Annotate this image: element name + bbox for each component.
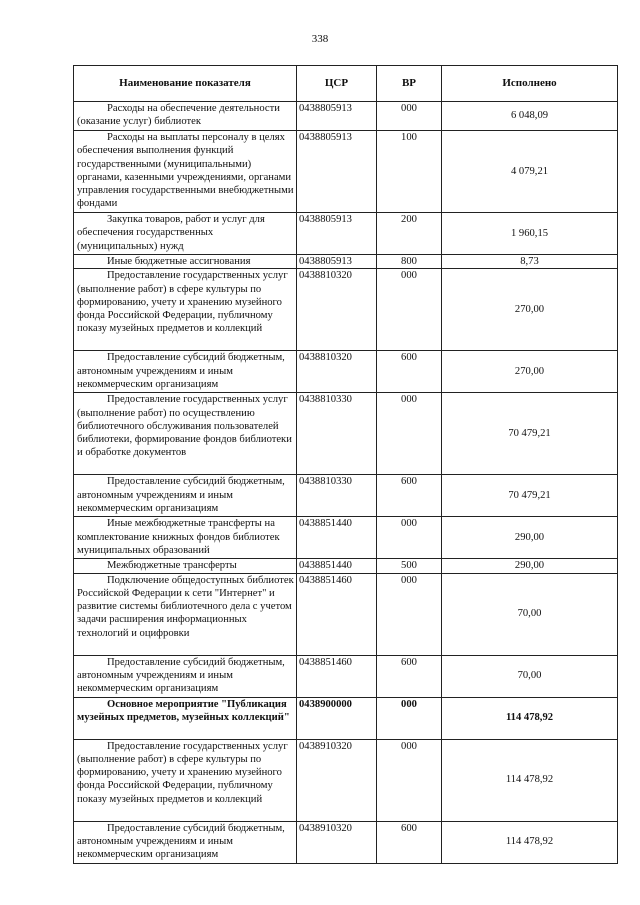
row-name: Основное мероприятие "Публикация музейных предметов, музейных коллекций" — [74, 697, 297, 739]
row-vr: 000 — [377, 393, 442, 475]
row-name: Расходы на выплаты персоналу в целях обеспечения выполнения функций государственными (муниципальными) органами, казенными учреждениями, органами управления государственными внебюджетными фондами — [74, 131, 297, 213]
row-csr: 0438810320 — [297, 351, 377, 393]
table-row — [74, 393, 618, 475]
row-csr: 0438851440 — [297, 517, 377, 559]
row-value: 70,00 — [442, 655, 618, 697]
row-name: Предоставление субсидий бюджетным, автономным учреждениям и иным некоммерческим организациям — [74, 351, 297, 393]
row-csr: 0438810330 — [297, 393, 377, 475]
row-name: Иные межбюджетные трансферты на комплектование книжных фондов библиотек муниципальных образований — [74, 517, 297, 559]
table-row — [74, 213, 618, 255]
row-name: Предоставление субсидий бюджетным, автономным учреждениям и иным некоммерческим организациям — [74, 475, 297, 517]
table-row — [74, 269, 618, 351]
row-value: 70 479,21 — [442, 393, 618, 475]
row-value: 6 048,09 — [442, 102, 618, 131]
row-vr: 800 — [377, 255, 442, 269]
row-vr: 500 — [377, 559, 442, 573]
row-name: Предоставление государственных услуг (выполнение работ) по осуществлению библиотечного обслуживания пользователей библиотеки, формирование фондов библиотеки и обработке документов — [74, 393, 297, 475]
row-csr: 0438805913 — [297, 213, 377, 255]
row-value: 270,00 — [442, 351, 618, 393]
row-vr: 000 — [377, 102, 442, 131]
row-csr: 0438910320 — [297, 739, 377, 821]
row-name: Предоставление субсидий бюджетным, автономным учреждениям и иным некоммерческим организациям — [74, 655, 297, 697]
table-row — [74, 655, 618, 697]
table-row — [74, 739, 618, 821]
table-row — [74, 821, 618, 863]
row-vr: 100 — [377, 131, 442, 213]
row-value: 290,00 — [442, 517, 618, 559]
row-vr: 000 — [377, 573, 442, 655]
row-csr: 0438805913 — [297, 131, 377, 213]
row-value: 70 479,21 — [442, 475, 618, 517]
row-vr: 600 — [377, 821, 442, 863]
table-header-row — [74, 66, 618, 102]
row-vr: 000 — [377, 739, 442, 821]
row-vr: 600 — [377, 655, 442, 697]
row-csr: 0438810320 — [297, 269, 377, 351]
row-csr: 0438851460 — [297, 573, 377, 655]
row-name: Предоставление государственных услуг (выполнение работ) в сфере культуры по формированию, учету и хранению музейного фонда Российской Федерации, публичному показу музейных предметов и коллекций — [74, 269, 297, 351]
row-value: 1 960,15 — [442, 213, 618, 255]
row-csr: 0438810330 — [297, 475, 377, 517]
row-name: Межбюджетные трансферты — [74, 559, 297, 573]
table-row — [74, 351, 618, 393]
row-vr: 000 — [377, 269, 442, 351]
row-vr: 000 — [377, 697, 442, 739]
page-number: 338 — [311, 33, 329, 45]
table-row — [74, 102, 618, 131]
row-name: Расходы на обеспечение деятельности (оказание услуг) библиотек — [74, 102, 297, 131]
row-csr: 0438805913 — [297, 255, 377, 269]
row-vr: 200 — [377, 213, 442, 255]
row-value: 8,73 — [442, 255, 618, 269]
row-value: 290,00 — [442, 559, 618, 573]
row-name: Предоставление государственных услуг (выполнение работ) в сфере культуры по формированию, учету и хранению музейного фонда Российской Федерации, публичному показу музейных предметов и коллекций — [74, 739, 297, 821]
row-value: 114 478,92 — [442, 697, 618, 739]
row-value: 114 478,92 — [442, 739, 618, 821]
row-value: 70,00 — [442, 573, 618, 655]
row-name: Предоставление субсидий бюджетным, автономным учреждениям и иным некоммерческим организациям — [74, 821, 297, 863]
table-row — [74, 697, 618, 739]
row-csr: 0438851460 — [297, 655, 377, 697]
row-value: 114 478,92 — [442, 821, 618, 863]
row-vr: 000 — [377, 517, 442, 559]
table-row — [74, 517, 618, 559]
table-row — [74, 255, 618, 269]
header-vr: ВР — [377, 66, 442, 102]
row-csr: 0438910320 — [297, 821, 377, 863]
row-name: Закупка товаров, работ и услуг для обеспечения государственных (муниципальных) нужд — [74, 213, 297, 255]
header-done: Исполнено — [442, 66, 618, 102]
row-csr: 0438900000 — [297, 697, 377, 739]
row-csr: 0438805913 — [297, 102, 377, 131]
row-csr: 0438851440 — [297, 559, 377, 573]
header-csr: ЦСР — [297, 66, 377, 102]
row-value: 270,00 — [442, 269, 618, 351]
row-name: Иные бюджетные ассигнования — [74, 255, 297, 269]
table-row — [74, 559, 618, 573]
row-name: Подключение общедоступных библиотек Российской Федерации к сети "Интернет" и развитие системы библиотечного дела с учетом задачи расширения информационных технологий и оцифровки — [74, 573, 297, 655]
table-row — [74, 131, 618, 213]
budget-table — [73, 65, 618, 864]
row-vr: 600 — [377, 475, 442, 517]
row-vr: 600 — [377, 351, 442, 393]
table-row — [74, 475, 618, 517]
header-name: Наименование показателя — [74, 66, 297, 102]
row-value: 4 079,21 — [442, 131, 618, 213]
table-row — [74, 573, 618, 655]
